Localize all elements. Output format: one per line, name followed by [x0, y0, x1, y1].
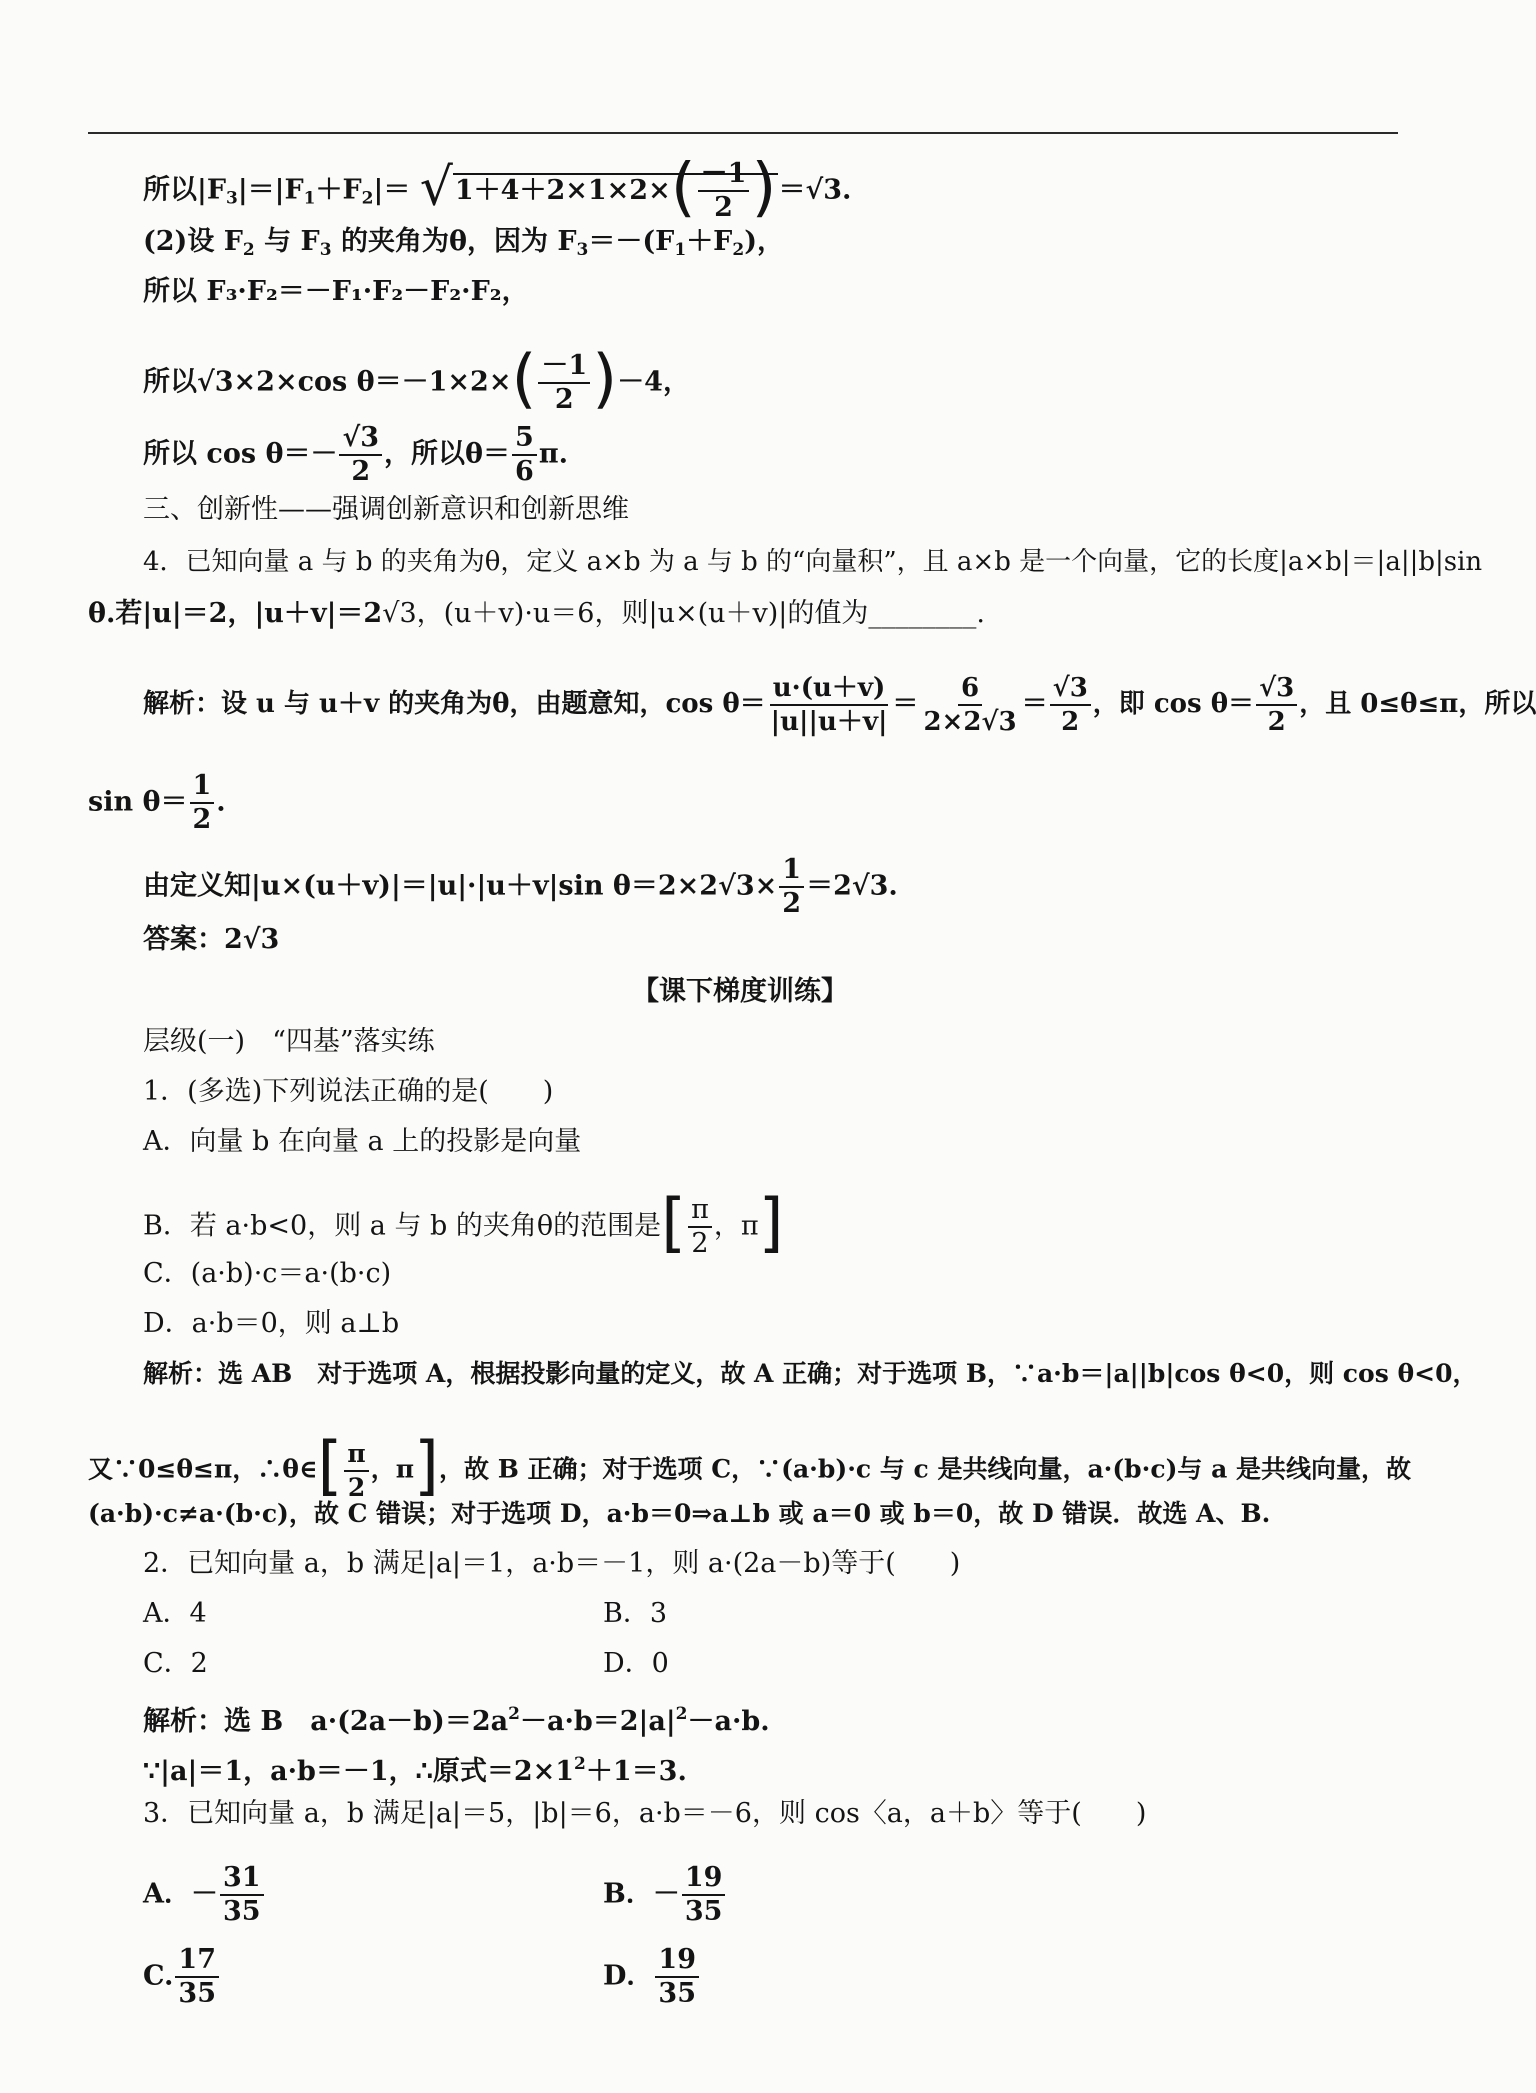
text: 3×2×cos θ＝－1×2×: [214, 366, 512, 398]
text: ＋F: [686, 226, 733, 257]
text: ，故 B 正确；对于选项 C，∵(a·b)·c 与 c 是共线向量，a·(b·c)与 a 是共线向量，故: [439, 1454, 1412, 1484]
fraction: [682, 1862, 726, 1928]
numerator: 1: [779, 854, 804, 888]
text: B．若 a·b<0，则 a 与 b 的夹角θ的范围是: [143, 1210, 662, 1242]
question-3: [143, 1796, 1146, 1832]
text: 3．已知向量 a，b 满足|a|＝5，|b|＝6，a·b＝－6，则 cos〈a，a＋b〉等于( ): [143, 1798, 1147, 1829]
subscript: 3: [226, 188, 238, 209]
numerator: 17: [175, 1944, 219, 1978]
question-2-option-a: [143, 1596, 207, 1632]
radical-sign-icon: √: [197, 366, 215, 398]
numerator: 1: [190, 770, 215, 804]
denominator: 2×2√3: [923, 707, 1017, 737]
question-4-answer: [143, 922, 279, 958]
denominator: 35: [222, 1896, 261, 1927]
text: C.: [143, 1960, 174, 1992]
text: 1＋4＋2×1×2×: [454, 174, 671, 206]
numerator: 5: [512, 422, 537, 456]
denominator: 2: [351, 456, 371, 487]
subscript: 1: [674, 240, 687, 260]
text: 三、创新性——强调创新意识和创新思维: [143, 494, 629, 525]
training-title: [0, 974, 1480, 1010]
denominator: 6: [515, 456, 534, 487]
text: |＝|F: [237, 174, 304, 206]
text: .: [216, 786, 226, 818]
superscript: 2: [574, 1754, 586, 1774]
question-1-solution-line-3: [88, 1496, 1270, 1532]
denominator: |u||u＋v|: [770, 707, 888, 737]
question-1-option-d: [143, 1306, 399, 1342]
fraction: [1256, 672, 1297, 738]
fraction: [920, 672, 1019, 738]
right-bracket-icon: ]: [758, 1186, 784, 1261]
text: C．2: [143, 1648, 208, 1679]
text: 1．(多选)下列说法正确的是( ): [143, 1076, 554, 1107]
denominator: 2: [347, 1473, 366, 1502]
text: －a·b.: [687, 1706, 770, 1737]
question-1-option-b: [143, 1186, 784, 1261]
question-4-line-2: [88, 596, 985, 632]
numerator: 31: [220, 1862, 264, 1896]
solution-line-dot-product: [143, 274, 529, 310]
denominator: 2: [691, 1228, 709, 1259]
text: 3，(u＋v)·u＝6，则|u×(u＋v)|的值为________.: [399, 598, 985, 629]
right-bracket-icon: ]: [414, 1429, 440, 1504]
solution-line-cos-equation: [143, 342, 690, 417]
question-3-option-b: [603, 1862, 727, 1928]
fraction: [175, 1944, 219, 2010]
fraction: [1050, 672, 1091, 738]
solution-line-theta-result: [143, 422, 568, 488]
fraction: [344, 1438, 368, 1504]
denominator: 2: [1061, 707, 1080, 737]
fraction: [688, 1194, 712, 1260]
level-heading: [143, 1024, 435, 1060]
subscript: 2: [732, 240, 745, 260]
header-rule: [88, 132, 1398, 134]
text: A．向量 b 在向量 a 上的投影是向量: [143, 1126, 582, 1157]
text: A．4: [143, 1598, 207, 1629]
question-1-option-a: [143, 1124, 581, 1160]
numerator: －1: [698, 158, 750, 192]
text: )，: [744, 226, 784, 257]
text: 解析：选 AB 对于选项 A，根据投影向量的定义，故 A 正确；对于选项 B，∵a·b＝|a||b|cos θ<0，则 cos θ<0，: [143, 1359, 1478, 1388]
subscript: 3: [319, 240, 332, 260]
text: 解析：选 B a·(2a－b)＝2a: [143, 1706, 509, 1737]
text: ＝2: [806, 870, 852, 902]
text: 3: [260, 924, 280, 955]
numerator: －1: [538, 350, 590, 384]
right-paren-icon: ): [592, 342, 618, 417]
text: sin θ＝: [88, 786, 188, 818]
text: (2)设 F: [143, 226, 243, 257]
numerator: 19: [655, 1944, 699, 1978]
text: ，且 0≤θ≤π，所以: [1299, 689, 1536, 719]
text: 答案：2: [143, 924, 243, 955]
text: 【课下梯度训练】: [632, 976, 848, 1007]
fraction: [512, 422, 537, 488]
text: ＋F: [315, 174, 362, 206]
left-paren-icon: (: [511, 342, 537, 417]
right-paren-icon: ): [751, 150, 777, 225]
text: B．3: [603, 1598, 668, 1629]
left-paren-icon: (: [670, 150, 696, 225]
numerator: π: [344, 1438, 368, 1472]
radicand: [453, 150, 779, 225]
text: D．: [603, 1960, 654, 1992]
denominator: 35: [684, 1896, 723, 1927]
fraction: [698, 158, 750, 224]
text: ＝－(F: [588, 226, 675, 257]
radical-sign-icon: √: [851, 870, 870, 902]
text: C．(a·b)·c＝a·(b·c): [143, 1258, 392, 1289]
question-2-option-c: [143, 1646, 208, 1682]
fraction: [655, 1944, 699, 2010]
question-1-option-c: [143, 1256, 391, 1292]
question-2-solution-line-2: [143, 1746, 687, 1790]
text: ＝: [892, 689, 919, 719]
numerator: √3: [1050, 672, 1091, 706]
radical-sign-icon: √: [718, 870, 736, 902]
denominator: 2: [714, 192, 733, 223]
left-bracket-icon: [: [317, 1429, 343, 1504]
text: 与 F: [254, 226, 320, 257]
text: A．－: [143, 1878, 218, 1910]
text: 解析：设 u 与 u＋v 的夹角为θ，由题意知，cos θ＝: [143, 689, 766, 719]
fraction: [538, 350, 590, 416]
question-2-solution-line-1: [143, 1696, 770, 1740]
text: 又∵0≤θ≤π，∴θ∈: [88, 1454, 318, 1484]
text: －4，: [617, 366, 690, 398]
superscript: 2: [508, 1704, 520, 1724]
text: 2．已知向量 a，b 满足|a|＝1，a·b＝－1，则 a·(2a－b)等于( ): [143, 1548, 961, 1579]
question-3-option-d: [603, 1944, 701, 2010]
radical-sign-icon: √: [805, 174, 824, 206]
text: |＝: [373, 174, 411, 206]
denominator: 2: [782, 888, 802, 919]
question-1: [143, 1074, 553, 1110]
text: (a·b)·c≠a·(b·c)，故 C 错误；对于选项 D，a·b＝0⇒a⊥b 或 a＝0 或 b＝0，故 D 错误．故选 A、B.: [88, 1499, 1271, 1528]
subscript: 2: [242, 240, 255, 260]
subscript: 2: [361, 188, 374, 209]
question-4-line-1: [143, 544, 1482, 580]
question-3-option-a: [143, 1862, 266, 1928]
text: ＋1＝3.: [585, 1756, 687, 1787]
denominator: 35: [178, 1978, 216, 2009]
text: B．－: [603, 1878, 680, 1910]
text: 3.: [869, 870, 898, 902]
subscript: 1: [303, 188, 316, 209]
section-heading: [143, 492, 629, 528]
denominator: 2: [192, 804, 212, 835]
denominator: 2: [554, 384, 574, 415]
text: θ.若|u|＝2，|u＋v|＝2: [88, 598, 383, 629]
text: 层级(一) “四基”落实练: [143, 1026, 435, 1057]
radical-sign-icon: √: [382, 598, 400, 629]
text: 4．已知向量 a 与 b 的夹角为θ，定义 a×b 为 a 与 b 的“向量积”，且 a×b 是一个向量，它的长度|a×b|＝|a||b|sin: [143, 547, 1483, 577]
text: ，π: [370, 1454, 415, 1484]
radical-sign-icon: √: [242, 924, 261, 955]
text: 所以 F₃·F₂＝－F₁·F₂－F₂·F₂，: [143, 276, 529, 307]
text: 3.: [823, 174, 852, 206]
numerator: π: [688, 1194, 712, 1228]
denominator: 35: [658, 1978, 696, 2009]
solution-line-f3-magnitude: [143, 150, 852, 225]
text: ∵|a|＝1，a·b＝－1，∴原式＝2×1: [143, 1756, 575, 1787]
numerator: 19: [682, 1862, 726, 1896]
numerator: √3: [1256, 672, 1297, 706]
fraction: [768, 672, 891, 738]
text: 所以 cos θ＝－: [143, 438, 338, 470]
text: 3×: [735, 870, 778, 902]
text: D．a·b＝0，则 a⊥b: [143, 1308, 400, 1339]
question-4-solution-line-2: [88, 770, 226, 836]
text: 由定义知|u×(u＋v)|＝|u|·|u＋v|sin θ＝2×2: [143, 870, 719, 902]
question-3-option-c: [143, 1944, 221, 2010]
numerator: u·(u＋v): [770, 672, 889, 706]
text: 的夹角为θ，因为 F: [331, 226, 577, 257]
question-1-solution-line-2: [88, 1429, 1412, 1504]
solution-line-angle: [143, 224, 784, 268]
question-1-solution-line-1: [143, 1356, 1478, 1392]
text: 所以: [143, 366, 197, 398]
superscript: 2: [675, 1704, 688, 1724]
question-2-option-d: [603, 1646, 669, 1682]
numerator: √3: [339, 422, 382, 456]
radical-sign-icon: √: [419, 157, 453, 218]
text: ，所以θ＝: [384, 438, 511, 470]
numerator: 6: [958, 672, 982, 706]
question-2-option-b: [603, 1596, 667, 1632]
subscript: 3: [576, 240, 589, 260]
text: ，π: [713, 1210, 759, 1242]
text: D．0: [603, 1648, 669, 1679]
left-bracket-icon: [: [661, 1186, 687, 1261]
fraction: [339, 422, 382, 488]
text: ，即 cos θ＝: [1092, 689, 1255, 719]
fraction: [190, 770, 215, 836]
question-4-solution-line-3: [143, 854, 898, 920]
question-2: [143, 1546, 960, 1582]
question-4-solution-line-1: [143, 672, 1536, 738]
text: ＝: [1021, 689, 1048, 719]
fraction: [220, 1862, 264, 1928]
text: π.: [538, 438, 568, 470]
text: －a·b＝2|a|: [519, 1706, 676, 1737]
denominator: 2: [1267, 707, 1286, 737]
text: 所以|F: [143, 174, 226, 206]
fraction: [779, 854, 804, 920]
text: ＝: [778, 174, 806, 206]
